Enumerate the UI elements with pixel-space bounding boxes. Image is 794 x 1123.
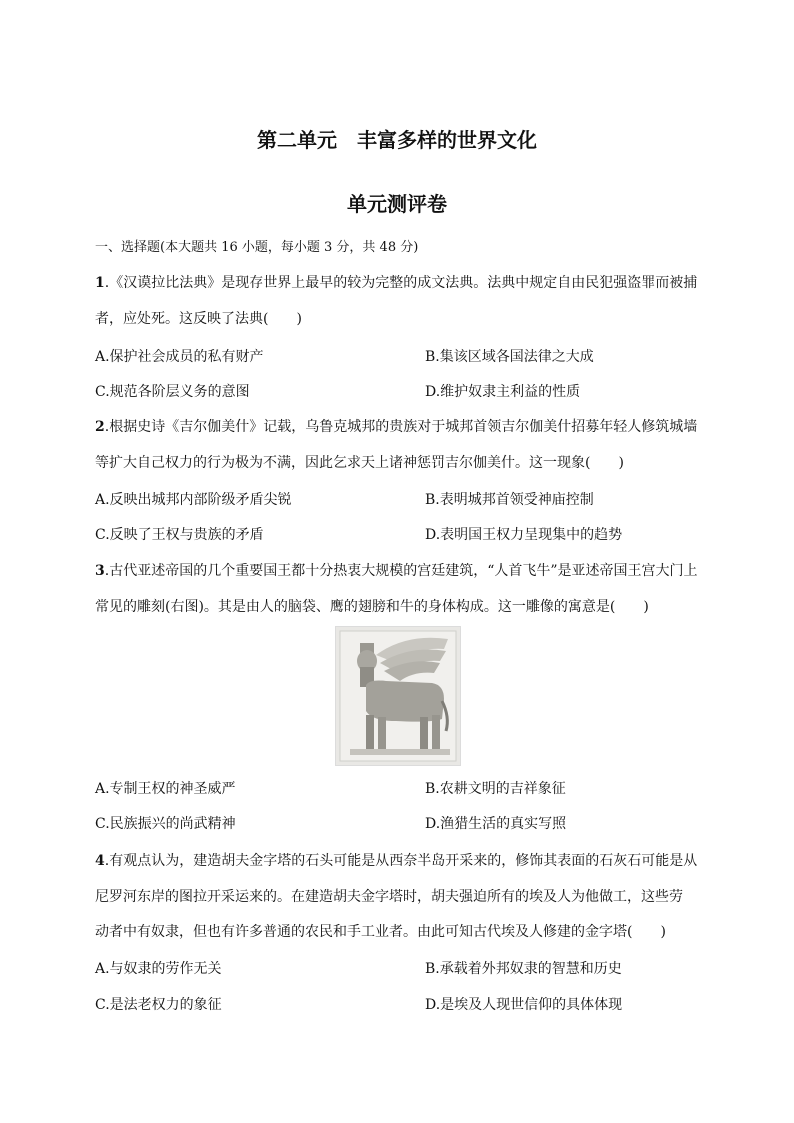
question-4-option-a[interactable]: A.与奴隶的劳作无关 xyxy=(95,961,222,977)
question-3-line-2: 常见的雕刻(右图)。其是由人的脑袋、鹰的翅膀和牛的身体构成。这一雕像的寓意是( ) xyxy=(95,599,649,615)
question-4-number: 4 xyxy=(95,853,105,869)
question-4-line-1: 4.有观点认为，建造胡夫金字塔的石头可能是从西奈半岛开采来的，修饰其表面的石灰石可能是从 xyxy=(95,853,698,869)
question-1-line-2: 者，应处死。这反映了法典( ) xyxy=(95,311,302,327)
question-3-option-a[interactable]: A.专制王权的神圣威严 xyxy=(95,781,236,797)
question-4-line-2: 尼罗河东岸的图拉开采运来的。在建造胡夫金字塔时，胡夫强迫所有的埃及人为他做工，这些劳 xyxy=(95,889,683,905)
question-3-option-d[interactable]: D.渔猎生活的真实写照 xyxy=(425,816,567,832)
question-4-line-3: 动者中有奴隶，但也有许多普通的农民和手工业者。由此可知古代埃及人修建的金字塔( ) xyxy=(95,924,666,940)
question-2-option-b[interactable]: B.表明城邦首领受神庙控制 xyxy=(425,492,594,508)
document-subtitle: 单元测评卷 xyxy=(347,192,447,216)
section-heading: 一、选择题(本大题共 16 小题，每小题 3 分，共 48 分) xyxy=(95,240,419,255)
question-2-option-d[interactable]: D.表明国王权力呈现集中的趋势 xyxy=(425,527,623,543)
question-1-option-a[interactable]: A.保护社会成员的私有财产 xyxy=(95,349,264,365)
question-2-line-1: 2.根据史诗《吉尔伽美什》记载，乌鲁克城邦的贵族对于城邦首领吉尔伽美什招募年轻人修筑城墙 xyxy=(95,419,698,435)
question-4-option-c[interactable]: C.是法老权力的象征 xyxy=(95,997,222,1013)
question-2-line-2: 等扩大自己权力的行为极为不满，因此乞求天上诸神惩罚吉尔伽美什。这一现象( ) xyxy=(95,455,624,471)
question-2-number: 2 xyxy=(95,419,105,435)
question-3-option-c[interactable]: C.民族振兴的尚武精神 xyxy=(95,816,236,832)
question-3-option-b[interactable]: B.农耕文明的吉祥象征 xyxy=(425,781,566,797)
lamassu-relief-image xyxy=(335,626,461,766)
question-1-number: 1 xyxy=(95,275,105,291)
question-1-option-c[interactable]: C.规范各阶层义务的意图 xyxy=(95,384,250,400)
lamassu-relief-drawing xyxy=(336,627,460,765)
question-3-line-1: 3.古代亚述帝国的几个重要国王都十分热衷大规模的宫廷建筑，“人首飞牛”是亚述帝国王宫大门上 xyxy=(95,563,698,579)
question-1-line-1: 1.《汉谟拉比法典》是现存世界上最早的较为完整的成文法典。法典中规定自由民犯强盗罪而被捕 xyxy=(95,275,698,291)
document-title: 第二单元 丰富多样的世界文化 xyxy=(257,128,537,152)
question-1-option-d[interactable]: D.维护奴隶主利益的性质 xyxy=(425,384,581,400)
question-2-option-c[interactable]: C.反映了王权与贵族的矛盾 xyxy=(95,527,264,543)
question-2-option-a[interactable]: A.反映出城邦内部阶级矛盾尖锐 xyxy=(95,492,292,508)
question-1-option-b[interactable]: B.集该区域各国法律之大成 xyxy=(425,349,594,365)
question-3-number: 3 xyxy=(95,563,105,579)
question-4-option-d[interactable]: D.是埃及人现世信仰的具体体现 xyxy=(425,997,623,1013)
question-4-option-b[interactable]: B.承载着外邦奴隶的智慧和历史 xyxy=(425,961,622,977)
